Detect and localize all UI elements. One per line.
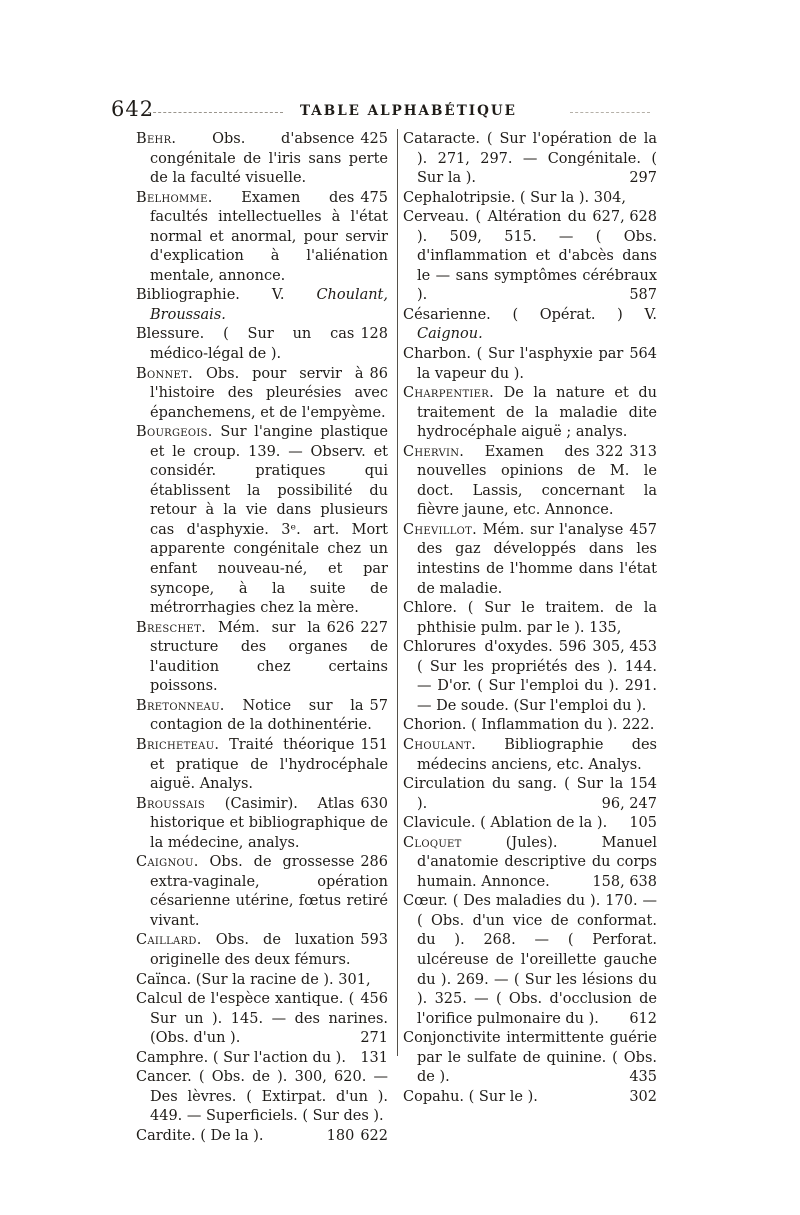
page-ref: 593 [360,932,388,949]
page-ref: 180 [326,1127,355,1144]
entry-headword: Cerveau. [403,209,469,226]
index-entry [136,697,388,736]
page-ref: 626 [326,619,355,636]
index-entry [403,1088,657,1108]
entry-headword: Chervin. [403,443,465,460]
index-entry [403,716,657,736]
entry-text: De la nature et du traitement de la maladie dite hydrocéphale aiguë ; analys. [417,385,657,441]
entry-cross-reference: Choulant, Broussais. [150,287,388,323]
entry-headword: Choulant. [403,736,477,753]
entry-headword: Bibliographie. [136,287,240,304]
entry-text: Examen des facultés intellectuelles à l'état normal et anormal, pour servir d'explication à l'aliénation mentale, annonce. [150,189,388,284]
entry-headword: Bonnet. [136,365,194,382]
index-entry [403,834,657,893]
page-number: 642 [111,97,155,121]
index-entry [403,443,657,521]
entry-text: d'oxydes. ( Sur les propriétés des ). 144. — D'or. ( Sur l'emploi du ). 291. — De soude. (Sur l'emploi du ). [417,639,657,714]
entry-text: Notice sur la contagion de la dothinentérie. [150,697,372,734]
page-ref: 313 [629,443,657,460]
page-ref: 297 [629,170,657,187]
entry-headword: Cephalotripsie. [403,189,516,206]
index-entry [403,130,657,189]
page-ref: 475 [360,189,388,206]
entry-text: Obs. de grossesse extra-vaginale, opération césarienne utérine, fœtus retiré vivant. [150,854,388,929]
entry-text: ( Ablation de la ). [480,815,608,832]
page-ref: 425 [360,131,388,147]
entry-text: Obs. de luxation originelle des deux fémurs. [150,932,355,968]
entry-headword: Broussais [136,795,206,812]
entry-headword: Belhomme. [136,189,213,206]
index-entry [403,306,657,345]
index-entry [136,189,388,287]
entry-text: ( Sur le ). [468,1088,538,1105]
page-ref: 457 [629,521,657,538]
index-entry [136,990,388,1049]
index-entry [403,814,657,834]
index-entry [136,795,388,854]
page-ref: 86 [369,365,388,382]
index-entry [403,1029,657,1088]
entry-headword: Bourgeois. [136,424,213,441]
entry-text: Bibliographie des médecins anciens, etc. Analys. [417,736,657,773]
right-column [403,130,657,1107]
page-ref: 271 [360,1030,388,1047]
entry-headword: Camphre. [136,1049,209,1066]
entry-text: (Jules). Manuel d'anatomie descriptive du corps humain. Annonce. [417,834,658,890]
column-divider [397,129,398,1056]
page-ref: 286 [360,854,388,871]
entry-headword: Cardite. [136,1127,196,1144]
entry-headword: Chorion. [403,717,467,734]
entry-text: (Casimir). Atlas historique et bibliographique de la médecine, analys. [150,795,388,851]
page-ref: 158, 638 [592,873,657,890]
entry-text: ( Obs. de ). 300, 620. — Des lèvres. ( Extirpat. d'un ). 449. — Superficiels. ( Sur des ). [150,1069,388,1125]
entry-headword: Caillard. [136,932,202,949]
entry-text: Examen des nouvelles opinions de M. le doct. Lassis, concernant la fièvre jaune, etc. Annonce. [417,443,657,519]
entry-headword: Cancer. [136,1069,192,1086]
entry-headword: Cataracte. [403,131,480,147]
entry-text: Sur l'angine plastique et le croup. 139. — Observ. et considér. pratiques qui établissent la possibilité du retour à la vie dans plusieurs cas d'asphyxie. 3ᵉ. art. Mort apparente congénitale chez un enfant nouveau-né, et par syncope, à la suite de métrorrhagies chez la mère. [150,424,388,617]
index-entry [136,736,388,795]
index-entry [136,325,388,364]
entry-headword: Bricheteau. [136,736,220,753]
entry-headword: Behr. [136,131,177,147]
index-entry [403,345,657,384]
entry-text: V. [271,287,285,304]
entry-text: ( Sur un cas médico-légal de ). [150,326,355,363]
index-entry [136,1127,388,1147]
page-ref: 596 [558,639,587,656]
entry-text: ( Sur l'asphyxie par la vapeur du ). [417,346,624,382]
entry-headword: Breschet. [136,619,206,636]
index-entry [403,892,657,1029]
page-ref: 456 [360,991,388,1008]
entry-text: ( Sur le traitem. de la phthisie pulm. par le ). 135, [417,600,658,636]
index-entry [136,1049,388,1069]
page-ref: 322 [595,443,624,460]
page-ref: 131 [360,1049,388,1066]
page-ref: 622 [360,1127,388,1144]
left-column [136,130,388,1146]
entry-text: du sang. ( Sur la ). [417,776,624,812]
entry-headword: Chlore. [403,600,457,617]
index-entry [136,365,388,424]
entry-text: ( Altération du ). 509, 515. — ( Obs. d'inflammation et d'abcès dans le — sans symptômes cérébraux ). [417,209,657,304]
entry-text: de l'espèce xantique. ( Sur un ). 145. — des narines. (Obs. d'un ). [150,991,388,1047]
page-ref: 564 [629,346,657,363]
running-header: TABLE ALPHABÉTIQUE [300,103,517,119]
entry-text: ( De la ). [200,1127,264,1144]
entry-cross-reference: Caignou. [417,326,483,343]
entry-headword: Charpentier. [403,385,495,402]
entry-text: intermittente guérie par le sulfate de quinine. ( Obs. de ). [417,1030,657,1086]
entry-headword: Caïnca. [136,971,192,988]
index-entry [136,286,388,325]
entry-text: (Sur la racine de ). 301, [195,971,371,988]
page-ref: 151 [360,736,388,753]
entry-headword: Calcul [136,991,183,1008]
entry-headword: Césarienne. [403,306,491,323]
entry-headword: Blessure. [136,326,205,343]
entry-text: ( Opérat. ) V. [512,306,658,323]
page-ref: 57 [369,697,388,714]
index-entry [136,130,388,189]
entry-text: ( Sur l'opération de la ). 271, 297. — Congénitale. ( Sur la ). [417,131,657,187]
page-ref: 305, 453 [592,639,657,656]
entry-headword: Conjonctivite [403,1030,501,1047]
entry-headword: Cœur. [403,893,448,910]
entry-text: Obs. d'absence congénitale de l'iris sans perte de la faculté visuelle. [150,131,388,187]
entry-headword: Chlorures [403,639,477,656]
page-ref: 612 [629,1010,657,1027]
page-ref: 435 [629,1069,657,1086]
entry-headword: Bretonneau. [136,697,225,714]
entry-headword: Circulation [403,776,485,793]
index-entry [136,619,388,697]
page-ref: 96, 247 [601,795,657,812]
entry-headword: Copahu. [403,1088,465,1105]
entry-text: Mém. sur l'analyse des gaz développés dans les intestins de l'homme dans l'état de maladie. [417,521,657,597]
index-entry [136,931,388,970]
page-ref: 105 [629,815,657,832]
header-rule-right [570,112,650,113]
page-ref: 627, 628 [592,209,657,226]
index-entry [403,521,657,599]
index-entry [403,775,657,814]
entry-text: Obs. pour servir à l'histoire des pleurésies avec épanchemens, et de l'empyème. [150,365,388,421]
index-entry [136,853,388,931]
entry-text: Traité théorique et pratique de l'hydrocéphale aiguë. Analys. [150,736,388,793]
entry-headword: Chevillot. [403,521,478,538]
entry-text: ( Sur la ). 304, [519,189,627,206]
header-rule-left [148,112,283,113]
entry-text: ( Des maladies du ). 170. — ( Obs. d'un vice de conformat. du ). 268. — ( Perforat. ulcéreuse de l'oreillette gauche du ). 269. — ( Sur les lésions du ). 325. — ( Obs. d'occlusion de l'orifice pulmonaire du ). [417,893,658,1027]
page-ref: 227 [360,619,388,636]
entry-text: ( Inflammation du ). 222. [471,717,655,734]
page-ref: 630 [360,795,388,812]
entry-headword: Charbon. [403,346,471,363]
entry-headword: Cloquet [403,834,462,851]
entry-headword: Clavicule. [403,815,476,832]
page-ref: 128 [360,326,388,343]
page-ref: 154 [629,776,657,793]
entry-text: ( Sur l'action du ). [212,1049,346,1066]
entry-headword: Caignou. [136,854,199,871]
page-ref: 587 [629,287,657,304]
entry-text: Mém. sur la structure des organes de l'audition chez certains poissons. [150,619,388,695]
page-ref: 302 [629,1088,657,1105]
